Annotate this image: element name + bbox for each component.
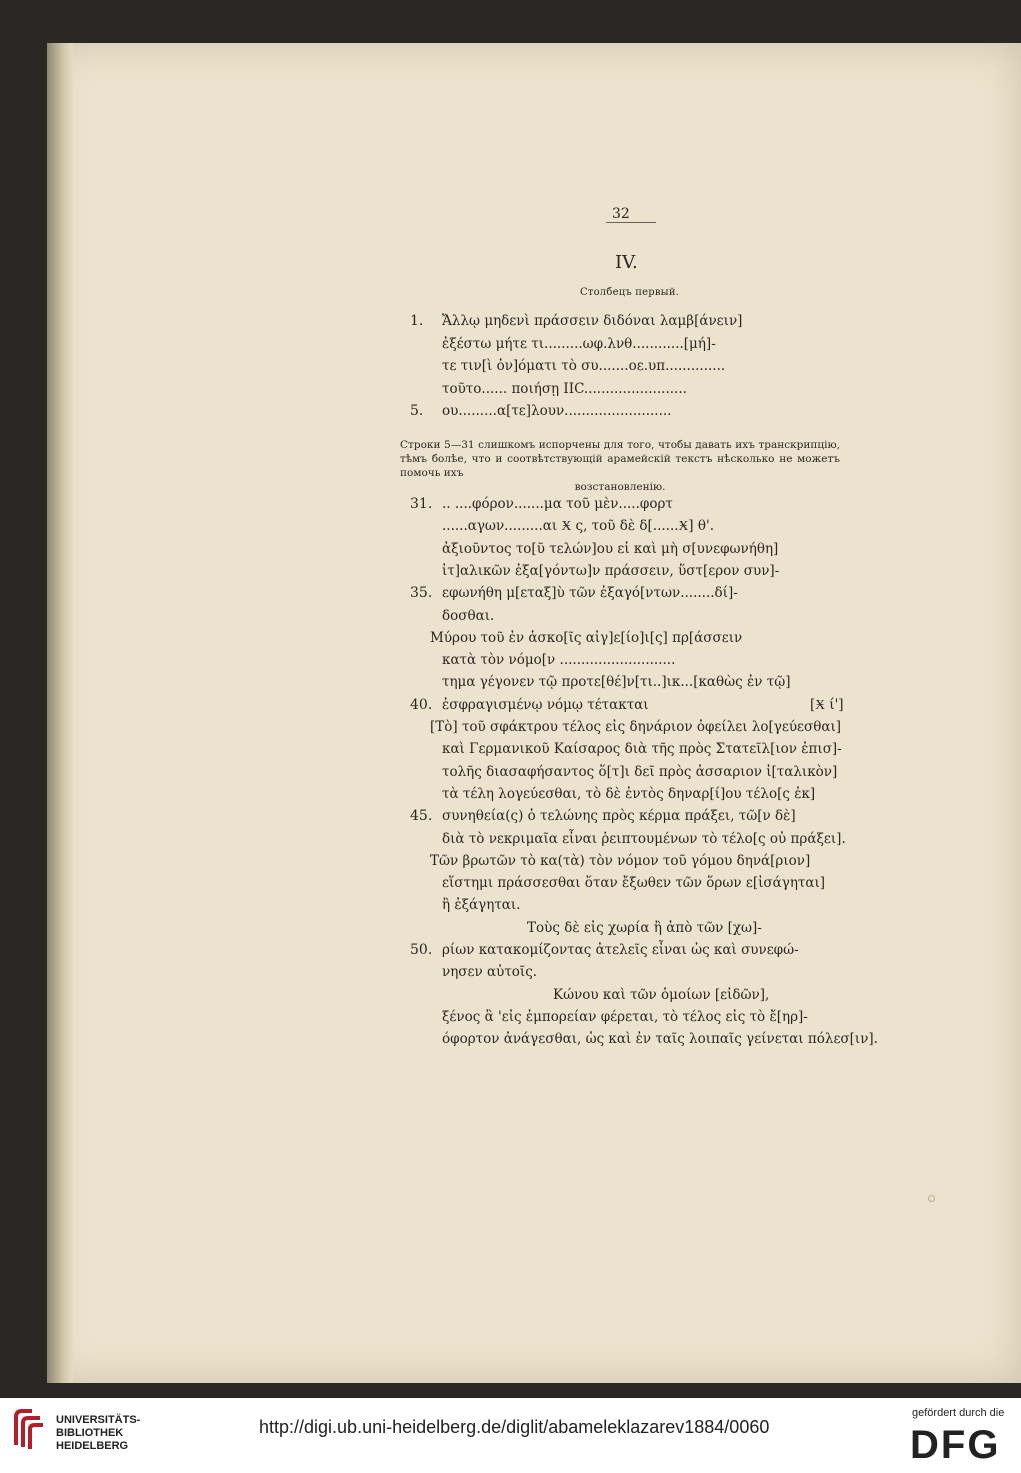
library-name-line: UNIVERSITÄTS- bbox=[56, 1414, 141, 1426]
greek-text-line: ἐξέστω μήτε τι.........ωφ.λνθ............[μή]- bbox=[442, 335, 716, 352]
greek-text-line: τὰ τέλη λογεύεσθαι, τὸ δὲ ἐντὸς δηναρ[ί]ου τέλο[ς ἐκ] bbox=[442, 785, 816, 802]
greek-text-line: Τῶν βρωτῶν τὸ κα(τὰ) τὸν νόμον τοῦ γόμου δηνά[ριον] bbox=[430, 852, 811, 869]
library-name-line: BIBLIOTHEK bbox=[56, 1427, 124, 1439]
library-name-line: HEIDELBERG bbox=[56, 1440, 129, 1452]
document-url-link[interactable]: http://digi.ub.uni-heidelberg.de/diglit/abameleklazarev1884/0060 bbox=[259, 1417, 770, 1437]
greek-text-line: δοσθαι. bbox=[442, 607, 495, 624]
editor-note bbox=[400, 438, 840, 494]
editor-note-body: Строки 5—31 слишкомъ испорчены для того, чтобы давать ихъ транскрипцію, тѣмъ болѣе, что и соотвѣтствующій арамейскій текстъ нѣсколько не можетъ помочь ихъ bbox=[400, 439, 840, 479]
greek-text-line: τε τιν[ὶ ὀν]όματι τὸ συ.......οε.υπ.............. bbox=[442, 358, 726, 374]
greek-text-line: [Τὸ] τοῦ σφάκτρου τέλος εἰς δηνάριον ὀφείλει λο[γεύεσθαι] bbox=[430, 719, 842, 735]
column-heading: Столбецъ первый. bbox=[580, 287, 680, 298]
greek-text-line: ρίων κατακομίζοντας ἀτελεῖς εἶναι ὡς καὶ συνεφώ- bbox=[442, 942, 799, 958]
greek-text-line: εφωνήθη μ[εταξ]ὺ τῶν ἐξαγό[ντων........δί]- bbox=[442, 585, 738, 602]
page-speck bbox=[928, 1195, 935, 1202]
greek-text-line: ἐσφραγισμένῳ νόμῳ τέτακται bbox=[442, 696, 649, 713]
book-page bbox=[47, 43, 1021, 1383]
greek-text-line: ἢ ἐξάγηται. bbox=[442, 897, 521, 914]
greek-text-line: τοῦτο...... ποιήσῃ ΙΙC........................ bbox=[442, 380, 687, 397]
university-library-name bbox=[56, 1414, 140, 1453]
greek-text-line: τολῆς διασαφήσαντος ὅ[τ]ι δεῖ πρὸς ἀσσαριον ἰ[ταλικὸν] bbox=[442, 763, 838, 780]
greek-text-line: ου.........α[τε]λουν......................... bbox=[442, 403, 672, 419]
line-number: 50. bbox=[410, 942, 433, 958]
greek-text-line: νησεν αὐτοῖς. bbox=[442, 964, 538, 981]
university-library-logo-icon bbox=[10, 1407, 46, 1451]
greek-text-line: ......αγων.........αι Ӿ ς, τοῦ δὲ δ[......Ӿ] θ'. bbox=[442, 518, 714, 535]
greek-text-line: συνηθεία(ς) ὁ τελώνης πρὸς κέρμα πράξει, τῶ[ν δὲ] bbox=[442, 808, 796, 825]
greek-text-line: ἰτ]αλικῶν ἐξα[γόντω]ν πράσσειν, ὕστ[ερον συν]- bbox=[442, 562, 780, 579]
line-number: 1. bbox=[410, 313, 424, 329]
greek-text-line: τημα γέγονεν τῷ προτε[θέ]ν[τι..]ικ...[καθὼς ἐν τῷ] bbox=[442, 674, 791, 691]
greek-text-line: εἵστημι πράσσεσθαι ὅταν ἔξωθεν τῶν ὅρων ε[ἰσάγηται] bbox=[442, 875, 826, 892]
greek-text-line: Τοὺς δὲ εἰς χωρία ἢ ἀπὸ τῶν [χω]- bbox=[527, 919, 762, 936]
editor-note-last: возстановленію. bbox=[574, 481, 666, 493]
greek-text-margin-note: [Ӿ ί'] bbox=[810, 696, 844, 713]
page-number: 32 bbox=[612, 206, 630, 222]
greek-text-line: .. ....φόρον.......μα τοῦ μὲν.....φορτ bbox=[442, 496, 673, 512]
section-number: IV. bbox=[615, 252, 638, 273]
greek-text-line: ἀξιοῦντος το[ῦ τελών]ου εἰ καὶ μὴ σ[υνεφωνήθη] bbox=[442, 540, 779, 557]
line-number: 35. bbox=[410, 585, 433, 602]
line-number: 40. bbox=[410, 696, 433, 713]
page-number-rule bbox=[606, 222, 656, 223]
greek-text-line: καὶ Γερμανικοῦ Καίσαρος διὰ τῆς πρὸς Στατεῖλ[ιον ἐπισ]- bbox=[442, 741, 842, 758]
page-gutter bbox=[47, 43, 73, 1383]
greek-text-line: Μύρου τοῦ ἐν ἀσκο[ῖς αἰγ]ε[ίο]ι[ς] πρ[άσσειν bbox=[430, 629, 743, 646]
greek-text-line: ξένος ἃ 'εἰς ἐμπορείαν φέρεται, τὸ τέλος εἰς τὸ ἔ[ηρ]- bbox=[442, 1008, 808, 1025]
greek-text-line: διὰ τὸ νεκριμαῖα εἶναι ῥειπτουμένων τὸ τέλο[ς οὐ πράξει]. bbox=[442, 830, 846, 847]
line-number: 5. bbox=[410, 403, 424, 419]
line-number: 31. bbox=[410, 496, 433, 512]
greek-text-line: Κώνου καὶ τῶν ὁμοίων [εἰδῶν], bbox=[553, 986, 770, 1003]
greek-text-line: κατὰ τὸν νόμο[ν ........................... bbox=[442, 652, 676, 669]
greek-text-line: όφορτον ἀνάγεσθαι, ὡς καὶ ἐν ταῖς λοιπαῖς γείνεται πόλεσ[ιν]. bbox=[442, 1031, 878, 1048]
dfg-logo: DFG bbox=[910, 1423, 1001, 1467]
line-number: 45. bbox=[410, 808, 433, 825]
funded-by-label: gefördert durch die bbox=[912, 1407, 1005, 1419]
greek-text-line: Ἄλλῳ μηδενὶ πράσσειν διδόναι λαμβ[άνειν] bbox=[442, 313, 743, 329]
